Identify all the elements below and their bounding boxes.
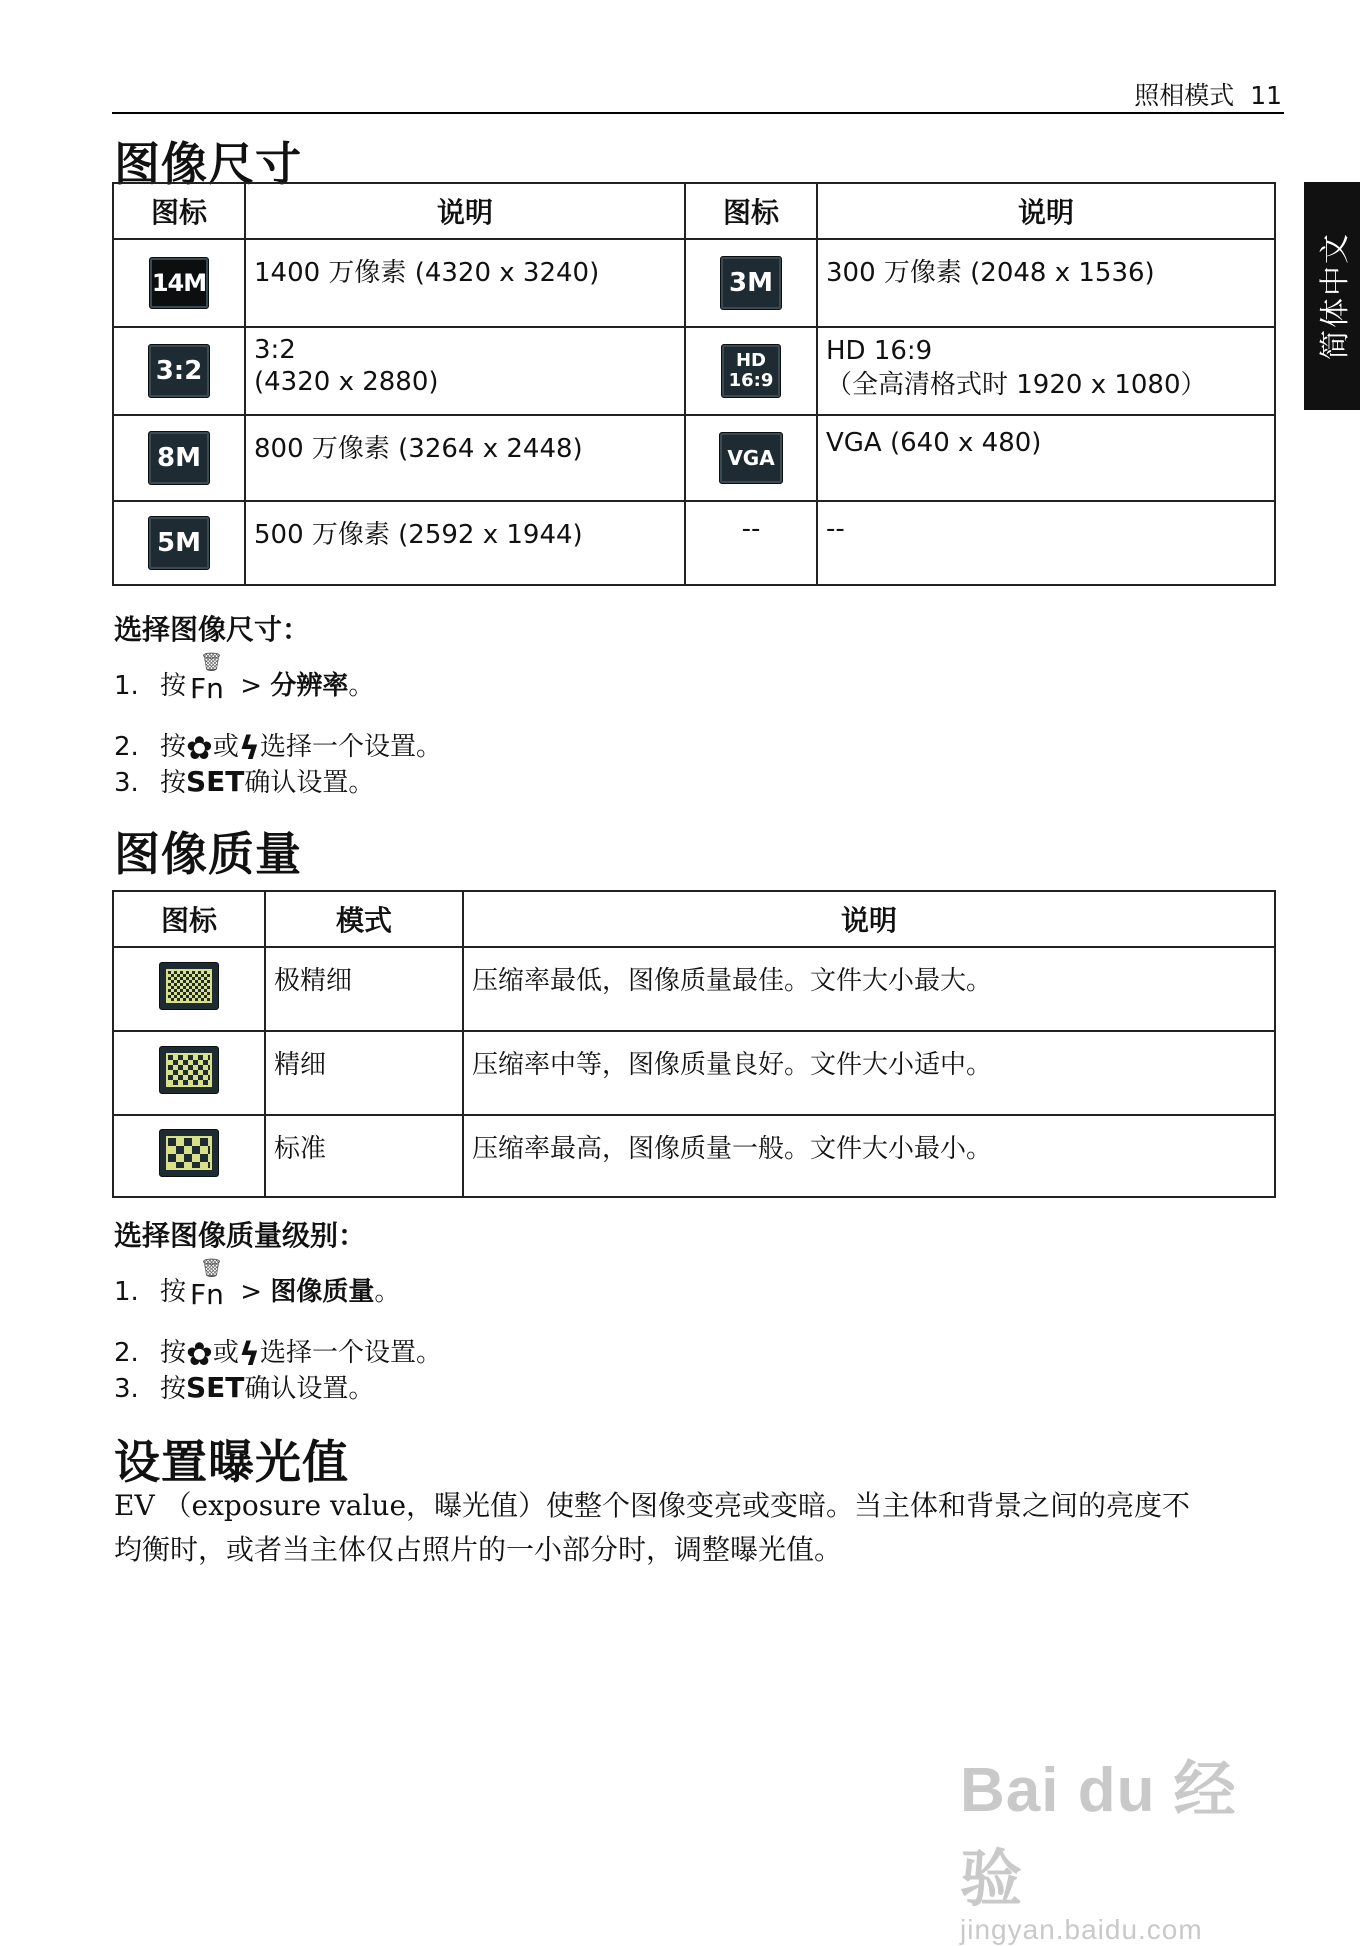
image-quality-howto-heading: 选择图像质量级别： — [114, 1219, 367, 1252]
paragraph-line: 均衡时，或者当主体仅占照片的一小部分时，调整曝光值。 — [114, 1533, 843, 1566]
header-text — [1134, 76, 1282, 112]
icon-cell — [113, 415, 245, 501]
step-number: 3. — [114, 768, 139, 798]
howto-step-3 — [114, 762, 374, 799]
table-row — [113, 1115, 1275, 1197]
fn-button-icon — [190, 1258, 228, 1311]
macro-flower-icon: ✿ — [186, 729, 213, 767]
description-line: （全高清格式时 1920 x 1080） — [826, 370, 1207, 400]
size-hd-16-9-icon — [721, 344, 781, 398]
table-row — [113, 327, 1275, 415]
macro-flower-icon: ✿ — [186, 1335, 213, 1373]
step-separator: > — [240, 671, 263, 701]
step-number: 2. — [114, 1338, 139, 1368]
mode-cell: 标准 — [265, 1115, 463, 1197]
icon-cell: -- — [685, 501, 817, 585]
icon-cell — [685, 415, 817, 501]
mode-cell: 极精细 — [265, 947, 463, 1031]
step-text: 选择一个设置。 — [259, 732, 442, 762]
mode-cell: 精细 — [265, 1031, 463, 1115]
step-text: 确认设置。 — [244, 1374, 375, 1404]
column-header: 说明 — [463, 891, 1275, 947]
howto-step-2 — [114, 1332, 442, 1373]
icon-label: 16:9 — [728, 370, 774, 391]
column-header: 模式 — [265, 891, 463, 947]
image-quality-title: 图像质量 — [114, 827, 302, 881]
description-cell: 压缩率中等，图像质量良好。文件大小适中。 — [463, 1031, 1275, 1115]
image-size-title: 图像尺寸 — [114, 137, 302, 191]
howto-step-2 — [114, 726, 442, 767]
icon-label: HD — [735, 350, 766, 371]
description-line: (4320 x 2880) — [254, 367, 439, 397]
size-5m-icon: 5M — [148, 516, 210, 570]
table-row — [113, 415, 1275, 501]
step-end: 。 — [374, 1277, 401, 1307]
set-button-label: SET — [186, 1371, 245, 1404]
table-row — [113, 239, 1275, 327]
fn-button-icon — [190, 652, 228, 705]
image-quality-table — [112, 890, 1276, 1198]
howto-step-1 — [114, 652, 375, 705]
trash-icon: 🗑 — [200, 1258, 223, 1279]
description-line: 3:2 — [254, 335, 296, 365]
super-fine-quality-icon — [159, 962, 219, 1010]
step-number: 1. — [114, 671, 139, 701]
column-header: 说明 — [817, 183, 1275, 239]
step-text: 按 — [160, 1338, 187, 1368]
side-tab-label: 简体中文 — [1318, 232, 1353, 360]
menu-target: 分辨率 — [270, 671, 349, 701]
size-vga-icon: VGA — [719, 432, 783, 484]
baidu-watermark — [960, 1740, 1290, 1946]
paragraph-line: EV （exposure value，曝光值）使整个图像变亮或变暗。当主体和背景之间的亮度不 — [114, 1489, 1191, 1522]
step-text: 按 — [160, 732, 187, 762]
description-cell: -- — [817, 501, 1275, 585]
icon-cell — [685, 327, 817, 415]
howto-step-3 — [114, 1368, 374, 1405]
fn-label: Fn — [190, 1278, 224, 1311]
description-cell: VGA (640 x 480) — [817, 415, 1275, 501]
normal-quality-icon — [159, 1129, 219, 1177]
language-side-tab — [1304, 182, 1360, 410]
icon-cell — [113, 947, 265, 1031]
icon-cell — [113, 327, 245, 415]
step-number: 2. — [114, 732, 139, 762]
icon-cell — [113, 239, 245, 327]
description-line: HD 16:9 — [826, 336, 933, 366]
column-header: 图标 — [113, 183, 245, 239]
menu-target: 图像质量 — [270, 1277, 375, 1307]
step-text: 按 — [160, 768, 187, 798]
column-header: 图标 — [113, 891, 265, 947]
exposure-paragraph — [114, 1484, 1284, 1572]
step-text: 按 — [160, 671, 187, 701]
description-cell: 800 万像素 (3264 x 2448) — [245, 415, 685, 501]
table-header-row — [113, 183, 1275, 239]
column-header: 说明 — [245, 183, 685, 239]
exposure-title: 设置曝光值 — [114, 1435, 349, 1489]
description-cell: 1400 万像素 (4320 x 3240) — [245, 239, 685, 327]
page-number: 11 — [1250, 81, 1282, 110]
table-row — [113, 501, 1275, 585]
icon-cell — [113, 501, 245, 585]
flash-bolt-icon: ϟ — [238, 729, 260, 767]
icon-cell — [685, 239, 817, 327]
trash-icon: 🗑 — [200, 652, 223, 673]
step-text: 选择一个设置。 — [259, 1338, 442, 1368]
column-header: 图标 — [685, 183, 817, 239]
step-text: 或 — [212, 732, 239, 762]
page-header — [112, 74, 1284, 114]
step-separator: > — [240, 1277, 263, 1307]
step-text: 或 — [212, 1338, 239, 1368]
description-cell: 500 万像素 (2592 x 1944) — [245, 501, 685, 585]
description-cell — [245, 327, 685, 415]
description-cell: 300 万像素 (2048 x 1536) — [817, 239, 1275, 327]
size-14m-icon: 14M — [149, 257, 209, 309]
size-3m-icon: 3M — [720, 256, 782, 310]
step-number: 1. — [114, 1277, 139, 1307]
table-header-row — [113, 891, 1275, 947]
description-cell: 压缩率最高，图像质量一般。文件大小最小。 — [463, 1115, 1275, 1197]
description-cell — [817, 327, 1275, 415]
image-size-howto-heading: 选择图像尺寸： — [114, 613, 311, 646]
howto-step-1 — [114, 1258, 401, 1311]
flash-bolt-icon: ϟ — [238, 1335, 260, 1373]
header-section: 照相模式 — [1134, 81, 1235, 110]
step-text: 确认设置。 — [244, 768, 375, 798]
table-row — [113, 1031, 1275, 1115]
size-8m-icon: 8M — [148, 431, 210, 485]
watermark-logo-text: Bai du 经验 — [960, 1756, 1237, 1914]
table-row — [113, 947, 1275, 1031]
icon-cell — [113, 1031, 265, 1115]
fine-quality-icon — [159, 1046, 219, 1094]
fn-label: Fn — [190, 672, 224, 705]
step-number: 3. — [114, 1374, 139, 1404]
description-cell: 压缩率最低，图像质量最佳。文件大小最大。 — [463, 947, 1275, 1031]
step-text: 按 — [160, 1374, 187, 1404]
step-text: 按 — [160, 1277, 187, 1307]
step-end: 。 — [348, 671, 375, 701]
size-3-2-icon: 3:2 — [148, 344, 210, 398]
watermark-url: jingyan.baidu.com — [960, 1914, 1203, 1945]
set-button-label: SET — [186, 765, 245, 798]
icon-cell — [113, 1115, 265, 1197]
image-size-table — [112, 182, 1276, 586]
